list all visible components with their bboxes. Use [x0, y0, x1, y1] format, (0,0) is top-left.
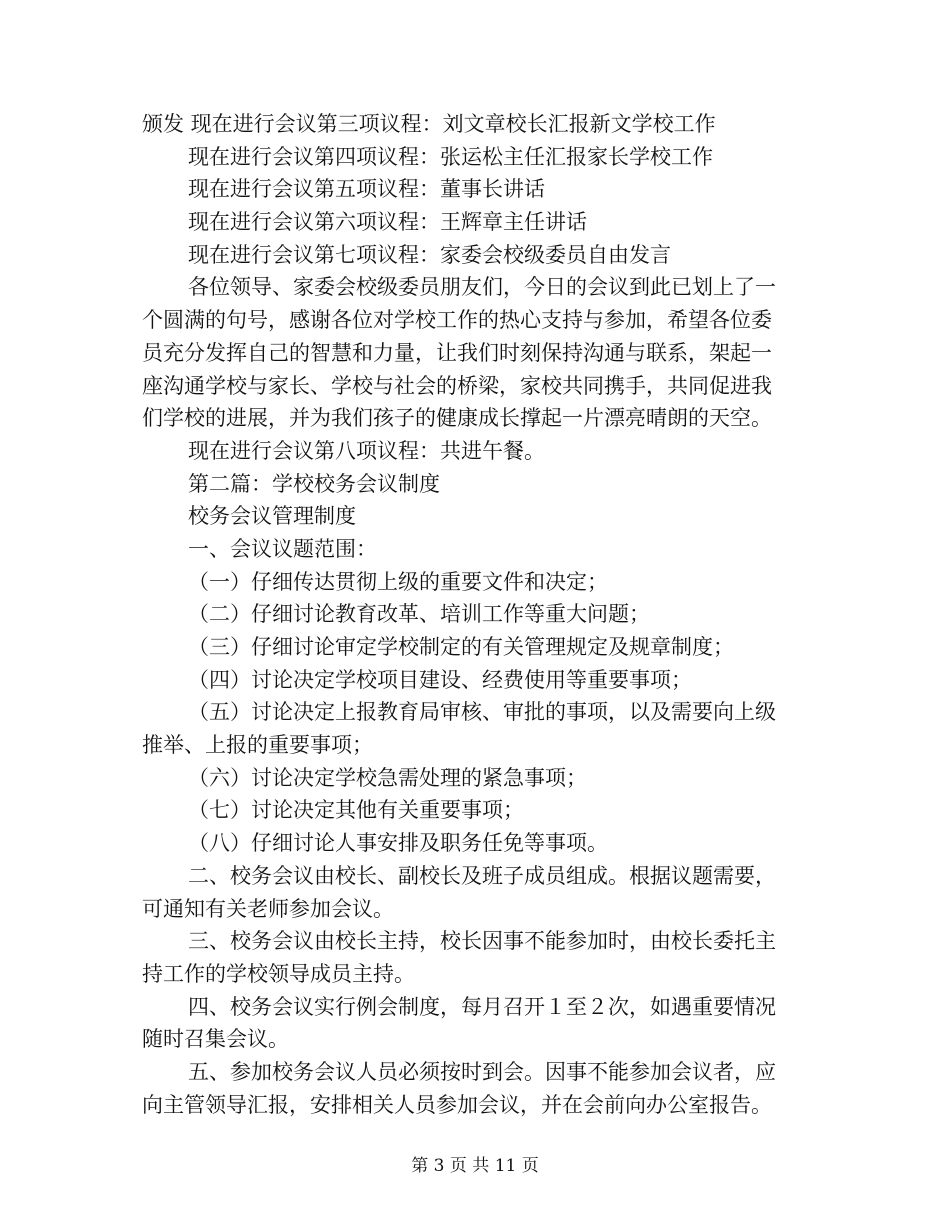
list-item: （一）仔细传达贯彻上级的重要文件和决定； — [188, 569, 608, 594]
text-line: 一、会议议题范围： — [188, 536, 377, 561]
list-item: （七）讨论决定其他有关重要事项； — [188, 798, 524, 823]
text-line: 五、参加校务会议人员必须按时到会。因事不能参加会议者，应 — [188, 1059, 776, 1084]
page-number-footer: 第 3 页 共 11 页 — [411, 1156, 539, 1176]
list-item: （五）讨论决定上报教育局审核、审批的事项，以及需要向上级 — [188, 700, 776, 725]
text-line: 可通知有关老师参加会议。 — [142, 896, 394, 921]
list-item: （二）仔细讨论教育改革、培训工作等重大问题； — [188, 602, 650, 627]
text-line: 现在进行会议第六项议程：王辉章主任讲话 — [188, 210, 587, 235]
list-item: （六）讨论决定学校急需处理的紧急事项； — [188, 765, 587, 790]
text-line: 现在进行会议第四项议程：张运松主任汇报家长学校工作 — [188, 144, 713, 169]
section-subheading: 校务会议管理制度 — [188, 504, 356, 529]
text-line: 随时召集会议。 — [142, 1027, 289, 1052]
text-line: 座沟通学校与家长、学校与社会的桥梁，家校共同携手，共同促进我 — [142, 373, 772, 398]
document-body — [142, 108, 812, 1121]
text-line: 员充分发挥自己的智慧和力量，让我们时刻保持沟通与联系，架起一 — [142, 340, 772, 365]
list-item: （八）仔细讨论人事安排及职务任免等事项。 — [188, 831, 608, 856]
text-line: 们学校的进展，并为我们孩子的健康成长撑起一片漂亮晴朗的天空。 — [142, 406, 772, 431]
text-line: 现在进行会议第八项议程：共进午餐。 — [188, 438, 545, 463]
text-line: 推举、上报的重要事项； — [142, 733, 373, 758]
list-item: （四）讨论决定学校项目建设、经费使用等重要事项； — [188, 667, 692, 692]
text-line: 持工作的学校领导成员主持。 — [142, 961, 415, 986]
text-line: 各位领导、家委会校级委员朋友们，今日的会议到此已划上了一 — [188, 275, 776, 300]
text-line: 二、校务会议由校长、副校长及班子成员组成。根据议题需要， — [188, 863, 776, 888]
text-line: 个圆满的句号，感谢各位对学校工作的热心支持与参加，希望各位委 — [142, 308, 772, 333]
section-heading: 第二篇：学校校务会议制度 — [188, 471, 440, 496]
text-line: 向主管领导汇报，安排相关人员参加会议，并在会前向办公室报告。 — [142, 1092, 772, 1117]
list-item: （三）仔细讨论审定学校制定的有关管理规定及规章制度； — [188, 635, 734, 659]
text-line: 四、校务会议实行例会制度，每月召开１至２次，如遇重要情况 — [188, 994, 776, 1019]
text-line: 颁发 现在进行会议第三项议程：刘文章校长汇报新文学校工作 — [142, 112, 716, 136]
text-line: 现在进行会议第五项议程：董事长讲话 — [188, 177, 545, 202]
text-line: 三、校务会议由校长主持，校长因事不能参加时，由校长委托主 — [188, 929, 776, 954]
text-line: 现在进行会议第七项议程：家委会校级委员自由发言 — [188, 242, 671, 267]
